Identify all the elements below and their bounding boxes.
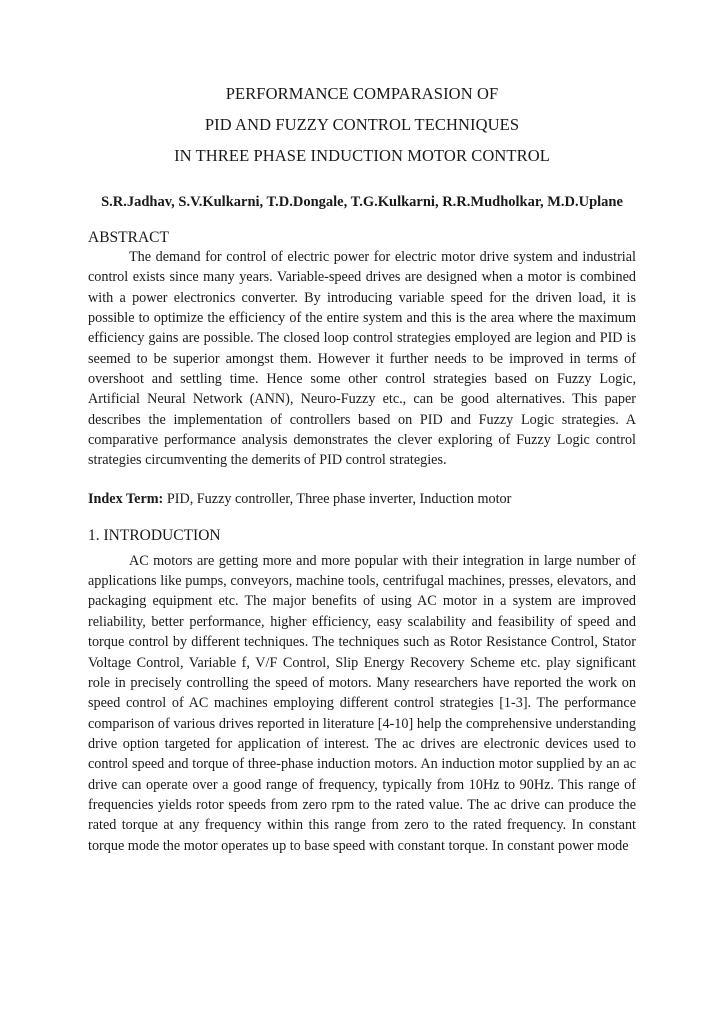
title-line-1: PERFORMANCE COMPARASION OF bbox=[225, 84, 499, 103]
introduction-heading: 1. INTRODUCTION bbox=[88, 526, 221, 544]
introduction-paragraph: AC motors are getting more and more popular with their integration in large number of applications like pumps, conveyors, machine tools, centrifugal machines, presses, elevators, and packaging equipment etc. The major benefits of using AC motor in a system are improved reliability, better performance, higher efficiency, easy scalability and feasibility of speed and torque control by different techniques. The techniques such as Rotor Resistance Control, Stator Voltage Control, Variable f, V/F Control, Slip Energy Recovery Scheme etc. play significant role in precisely controlling the speed of motors. Many researchers have reported the work on speed control of AC machines employing different control strategies [1-3]. The performance comparison of various drives reported in literature [4-10] help the comprehensive understanding drive option targeted for application of interest. The ac drives are electronic devices used to control speed and torque of three-phase induction motors. An induction motor supplied by an ac drive can operate over a good range of frequency, typically from 10Hz to 90Hz. This range of frequencies yields rotor speeds from zero rpm to the rated value. The ac drive can produce the rated torque at any frequency within this range from zero to the rated frequency. In constant torque mode the motor operates up to base speed with constant torque. In constant power mode bbox=[88, 552, 636, 854]
abstract-paragraph: The demand for control of electric power for electric motor drive system and industrial control exists since many years. Variable-speed drives are designed when a motor is combined with a power electronics converter. By introducing variable speed for the driven load, it is possible to optimize the efficiency of the entire system and this is the area where the maximum efficiency gains are possible. The closed loop control strategies employed are legion and PID is seemed to be superior amongst them. However it further needs to be improved in terms of overshoot and settling time. Hence some other control strategies based on Fuzzy Logic, Artificial Neural Network (ANN), Neuro-Fuzzy etc., can be good alternatives. This paper describes the implementation of controllers based on PID and Fuzzy Logic strategies. A comparative performance analysis demonstrates the clever exploring of Fuzzy Logic control strategies circumventing the demerits of PID control strategies. bbox=[88, 249, 636, 469]
index-terms bbox=[88, 489, 636, 509]
title-line-3: IN THREE PHASE INDUCTION MOTOR CONTROL bbox=[174, 146, 550, 165]
title-line-2: PID AND FUZZY CONTROL TECHNIQUES bbox=[204, 115, 520, 134]
abstract-heading: ABSTRACT bbox=[88, 229, 169, 246]
paper-title bbox=[88, 78, 636, 171]
index-term-label: Index Term: bbox=[88, 490, 164, 507]
author-list: S.R.Jadhav, S.V.Kulkarni, T.D.Dongale, T.G.Kulkarni, R.R.Mudholkar, M.D.Uplane bbox=[101, 194, 623, 210]
index-term-text: PID, Fuzzy controller, Three phase inverter, Induction motor bbox=[163, 490, 512, 507]
